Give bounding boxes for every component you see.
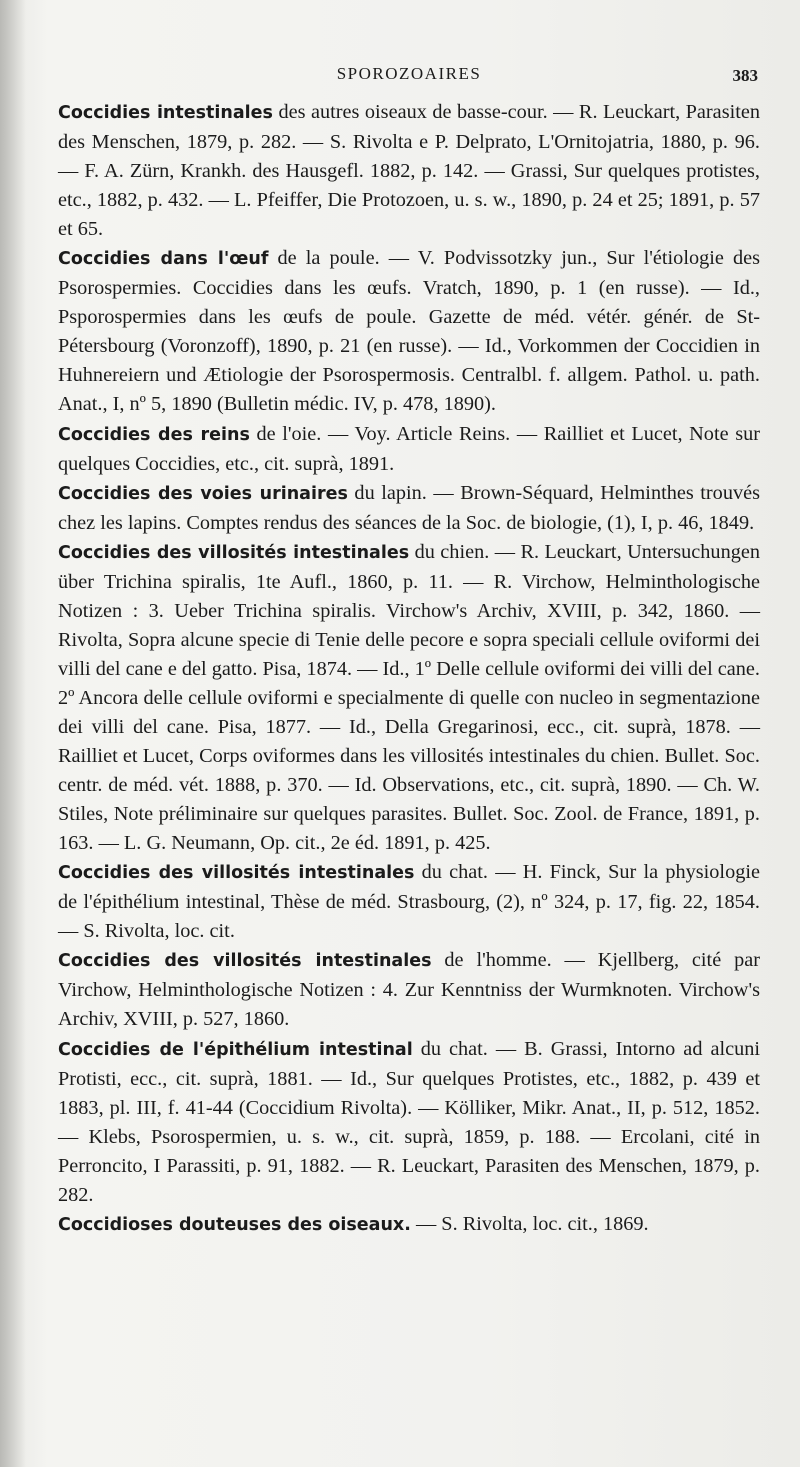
entry-heading: Coccidies de l'épithélium intestinal bbox=[58, 1039, 413, 1060]
entry-text: du lapin. — Brown-Séquard, Helminthes trouvés chez les lapins. Comptes rendus des séances de la Soc. de biologie, (1), I, p. 46, 1849. bbox=[58, 481, 760, 534]
entry-text: de l'oie. — Voy. Article Reins. — Railliet et Lucet, Note sur quelques Coccidies, etc., cit. suprà, 1891. bbox=[58, 422, 760, 475]
entry-heading: Coccidies des voies urinaires bbox=[58, 483, 348, 504]
entry-text: — S. Rivolta, loc. cit., 1869. bbox=[410, 1212, 649, 1235]
entry-coccidioses-oiseaux bbox=[58, 1210, 760, 1240]
entry-text: des autres oiseaux de basse-cour. — R. Leuckart, Parasiten des Menschen, 1879, p. 282. — S. Rivolta e P. Delprato, L'Ornitojatria, 1880, p. 96. — F. A. Zürn, Krankh. des Hausgefl. 1882, p. 142. — Grassi, Sur quelques protistes, etc., 1882, p. 432. — L. Pfeiffer, Die Protozoen, u. s. w., 1890, p. 24 et 25; 1891, p. 57 et 65. bbox=[58, 101, 760, 241]
entry-text: de la poule. — V. Podvissotzky jun., Sur l'étiologie des Psorospermies. Coccidies dans les œufs. Vratch, 1890, p. 1 (en russe). — Id., Psporospermies dans les œufs de poule. Gazette de méd. vétér. génér. de St-Pétersbourg (Voronzoff), 1890, p. 21 (en russe). — Id., Vorkommen der Coccidien in Huhnereiern und Ætiologie der Psorospermosis. Centralbl. f. allgem. Pathol. u. path. Anat., I, nº 5, 1890 (Bulletin médic. IV, p. 478, 1890). bbox=[58, 247, 761, 416]
entry-epithelium-chat bbox=[58, 1035, 760, 1210]
bibliography-entries bbox=[58, 98, 760, 1240]
entry-coccidies-voies-urinaires bbox=[58, 479, 760, 538]
page-edge-shadow bbox=[0, 0, 26, 1467]
entry-heading: Coccidies des villosités intestinales bbox=[58, 542, 410, 563]
entry-heading: Coccidioses douteuses des oiseaux. bbox=[58, 1214, 411, 1235]
entry-text: du chat. — B. Grassi, Intorno ad alcuni Protisti, ecc., cit. suprà, 1881. — Id., Sur quelques Protistes, etc., 1882, p. 439 et 1883, pl. III, f. 41-44 (Coccidium Rivolta). — Kölliker, Mikr. Anat., II, p. 512, 1852. — Klebs, Psorospermien, u. s. w., cit. suprà, 1859, p. 188. — Ercolani, cité in Perroncito, I Parassiti, p. 91, 1882. — R. Leuckart, Parasiten des Menschen, 1879, p. 282. bbox=[58, 1037, 761, 1206]
entry-heading: Coccidies dans l'œuf bbox=[58, 249, 269, 270]
entry-heading: Coccidies des villosités intestinales bbox=[58, 863, 415, 884]
entry-villosites-chien bbox=[58, 538, 760, 859]
entry-villosites-homme bbox=[58, 946, 760, 1034]
page-number: 383 bbox=[732, 66, 758, 85]
entry-heading: Coccidies des villosités intestinales bbox=[58, 951, 432, 972]
entry-villosites-chat bbox=[58, 858, 760, 946]
entry-text: du chat. — H. Finck, Sur la physiologie de l'épithélium intestinal, Thèse de méd. Strasbourg, (2), nº 324, p. 17, fig. 22, 1854. — S. Rivolta, loc. cit. bbox=[58, 861, 760, 943]
page-header bbox=[58, 58, 760, 98]
entry-coccidies-intestinales bbox=[58, 98, 760, 244]
entry-text: du chien. — R. Leuckart, Untersuchungen über Trichina spiralis, 1te Aufl., 1860, p. 11. — R. Virchow, Helminthologische Notizen : 3. Ueber Trichina spiralis. Virchow's Archiv, XVIII, p. 342, 1860. — Rivolta, Sopra alcune specie di Tenie delle pecore e sopra speciali cellule oviformi dei villi del cane e del gatto. Pisa, 1874. — Id., 1º Delle cellule oviformi dei villi del cane. 2º Ancora delle cellule oviformi e specialmente di quelle con nucleo in segmentazione dei villi del cane. Pisa, 1877. — Id., Della Gregarinosi, ecc., cit. suprà, 1878. — Railliet et Lucet, Corps oviformes dans les villosités intestinales du chien. Bullet. Soc. centr. de méd. vét. 1888, p. 370. — Id. Observations, etc., cit. suprà, 1890. — Ch. W. Stiles, Note préliminaire sur quelques parasites. Bullet. Soc. Zool. de France, 1891, p. 163. — L. G. Neumann, Op. cit., 2e éd. 1891, p. 425. bbox=[58, 540, 760, 855]
entry-coccidies-oeuf bbox=[58, 244, 760, 419]
entry-coccidies-reins bbox=[58, 420, 760, 479]
entry-heading: Coccidies des reins bbox=[58, 424, 250, 445]
running-title: SPOROZOAIRES bbox=[336, 64, 482, 83]
entry-heading: Coccidies intestinales bbox=[58, 103, 273, 123]
entry-text: de l'homme. — Kjellberg, cité par Virchow, Helminthologische Notizen : 4. Zur Kenntniss der Wurmknoten. Virchow's Archiv, XVIII, p. 527, 1860. bbox=[58, 949, 760, 1031]
